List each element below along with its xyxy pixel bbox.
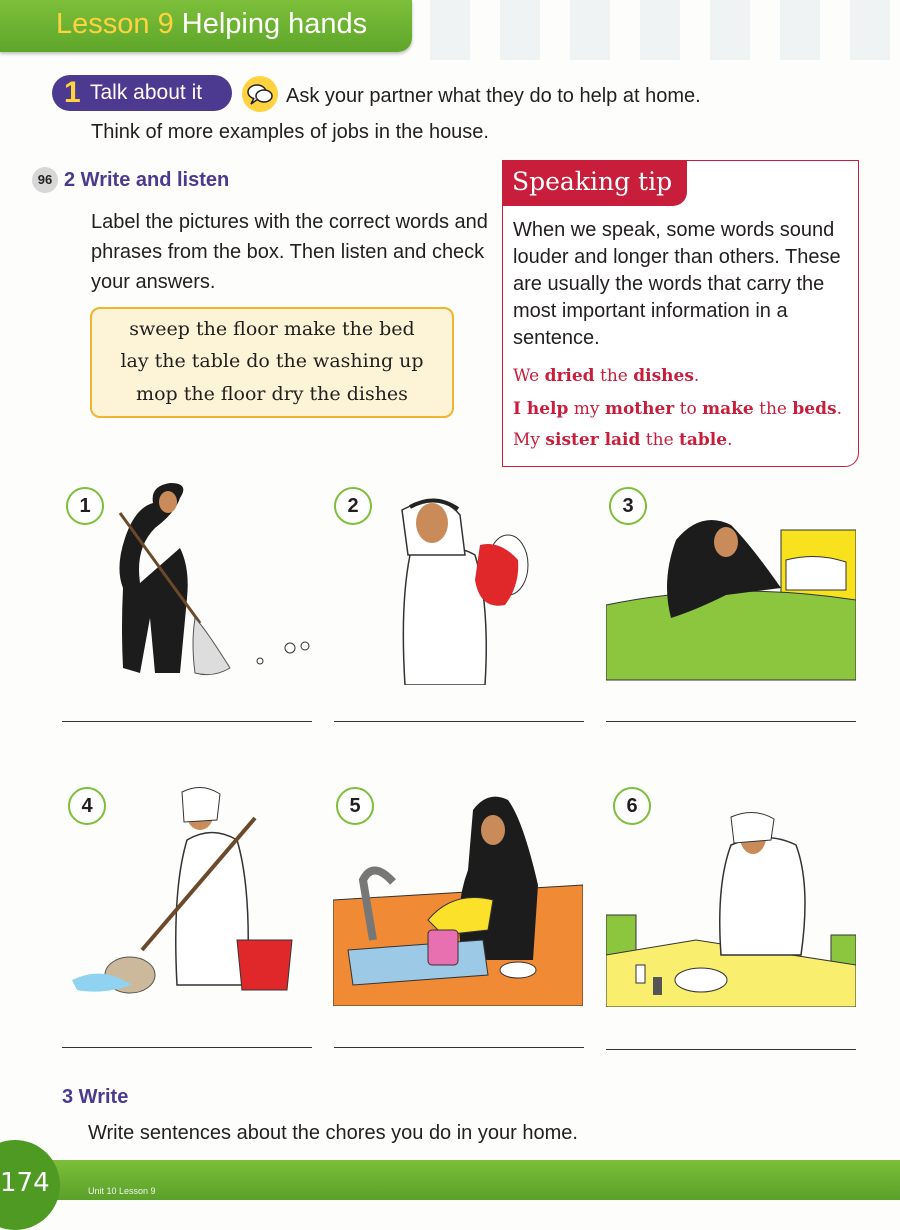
answer-line[interactable] xyxy=(606,1049,856,1050)
picture-number: 5 xyxy=(336,787,374,825)
stressed-word: dishes xyxy=(633,366,694,386)
picture-number: 1 xyxy=(66,487,104,525)
lesson-title xyxy=(56,8,367,41)
illustration-mop-floor xyxy=(72,780,307,1000)
answer-line[interactable] xyxy=(62,1047,312,1048)
picture-number: 4 xyxy=(68,787,106,825)
unstressed-word: . xyxy=(836,399,842,419)
unstressed-word: the xyxy=(753,399,793,419)
picture-number: 6 xyxy=(613,787,651,825)
answer-line[interactable] xyxy=(62,721,312,722)
picture-number: 2 xyxy=(334,487,372,525)
unstressed-word: the xyxy=(640,430,680,450)
talk-prompt: Ask your partner what they do to help at home. xyxy=(286,85,701,107)
stressed-word: beds xyxy=(792,399,837,419)
talk-prompt-2: Think of more examples of jobs in the house. xyxy=(91,121,489,143)
stressed-word: sister laid xyxy=(545,430,641,450)
unstressed-word: We xyxy=(513,366,545,386)
illustration-make-bed xyxy=(606,500,856,682)
stressed-word: table xyxy=(679,430,728,450)
speaking-tip-body: When we speak, some words sound louder and longer than others. These are usually the words that carry the most important information in a sentence. xyxy=(513,219,841,349)
illustration-sweep-floor xyxy=(95,478,325,688)
answer-line[interactable] xyxy=(334,1047,584,1048)
lesson-number: Lesson 9 xyxy=(56,8,174,40)
illustration-washing-up xyxy=(333,790,583,1006)
speech-bubble-icon xyxy=(242,76,278,112)
unstressed-word: to xyxy=(674,399,703,419)
illustration-dry-dishes xyxy=(390,485,540,685)
instruction-text: Label the pictures with the correct words and phrases from the box. Then listen and check your answers. xyxy=(91,211,488,293)
answer-line[interactable] xyxy=(606,721,856,722)
stressed-word: mother xyxy=(604,399,675,419)
illustration-lay-table xyxy=(606,805,856,1007)
stressed-word: dried xyxy=(544,366,595,386)
talk-about-it-pill xyxy=(52,75,232,111)
background-decoration xyxy=(430,0,900,60)
word-box xyxy=(90,307,454,418)
word-box-line: sweep the floor make the bed xyxy=(129,318,415,340)
speaking-tip-box xyxy=(502,160,859,467)
speaking-tip-header xyxy=(502,160,687,206)
word-box-line: lay the table do the washing up xyxy=(120,350,424,372)
running-head: Unit 10 Lesson 9 xyxy=(88,1186,156,1196)
activity-label: Talk about it xyxy=(90,81,203,104)
section-heading-write: 3 Write xyxy=(62,1086,129,1108)
unstressed-word: . xyxy=(727,430,733,450)
speaking-tip-title: Speaking tip xyxy=(512,167,673,196)
activity-number: 1 xyxy=(64,76,81,109)
picture-number: 3 xyxy=(609,487,647,525)
page-number: 174 xyxy=(0,1168,50,1198)
section-heading-write-listen: 2 Write and listen xyxy=(64,169,230,191)
stressed-word: make xyxy=(702,399,754,419)
write-instruction: Write sentences about the chores you do in your home. xyxy=(88,1122,578,1144)
audio-track-badge[interactable]: 96 xyxy=(32,167,58,193)
answer-line[interactable] xyxy=(334,721,584,722)
tip-example-2 xyxy=(513,399,842,419)
lesson-name: Helping hands xyxy=(181,8,368,40)
unstressed-word: My xyxy=(513,430,546,450)
tip-example-3 xyxy=(513,430,732,450)
unstressed-word: the xyxy=(594,366,634,386)
word-box-line: mop the floor dry the dishes xyxy=(136,383,408,405)
unstressed-word: . xyxy=(693,366,700,386)
tip-example-1 xyxy=(513,366,699,386)
unstressed-word: my xyxy=(568,399,605,419)
stressed-word: I help xyxy=(513,399,569,419)
